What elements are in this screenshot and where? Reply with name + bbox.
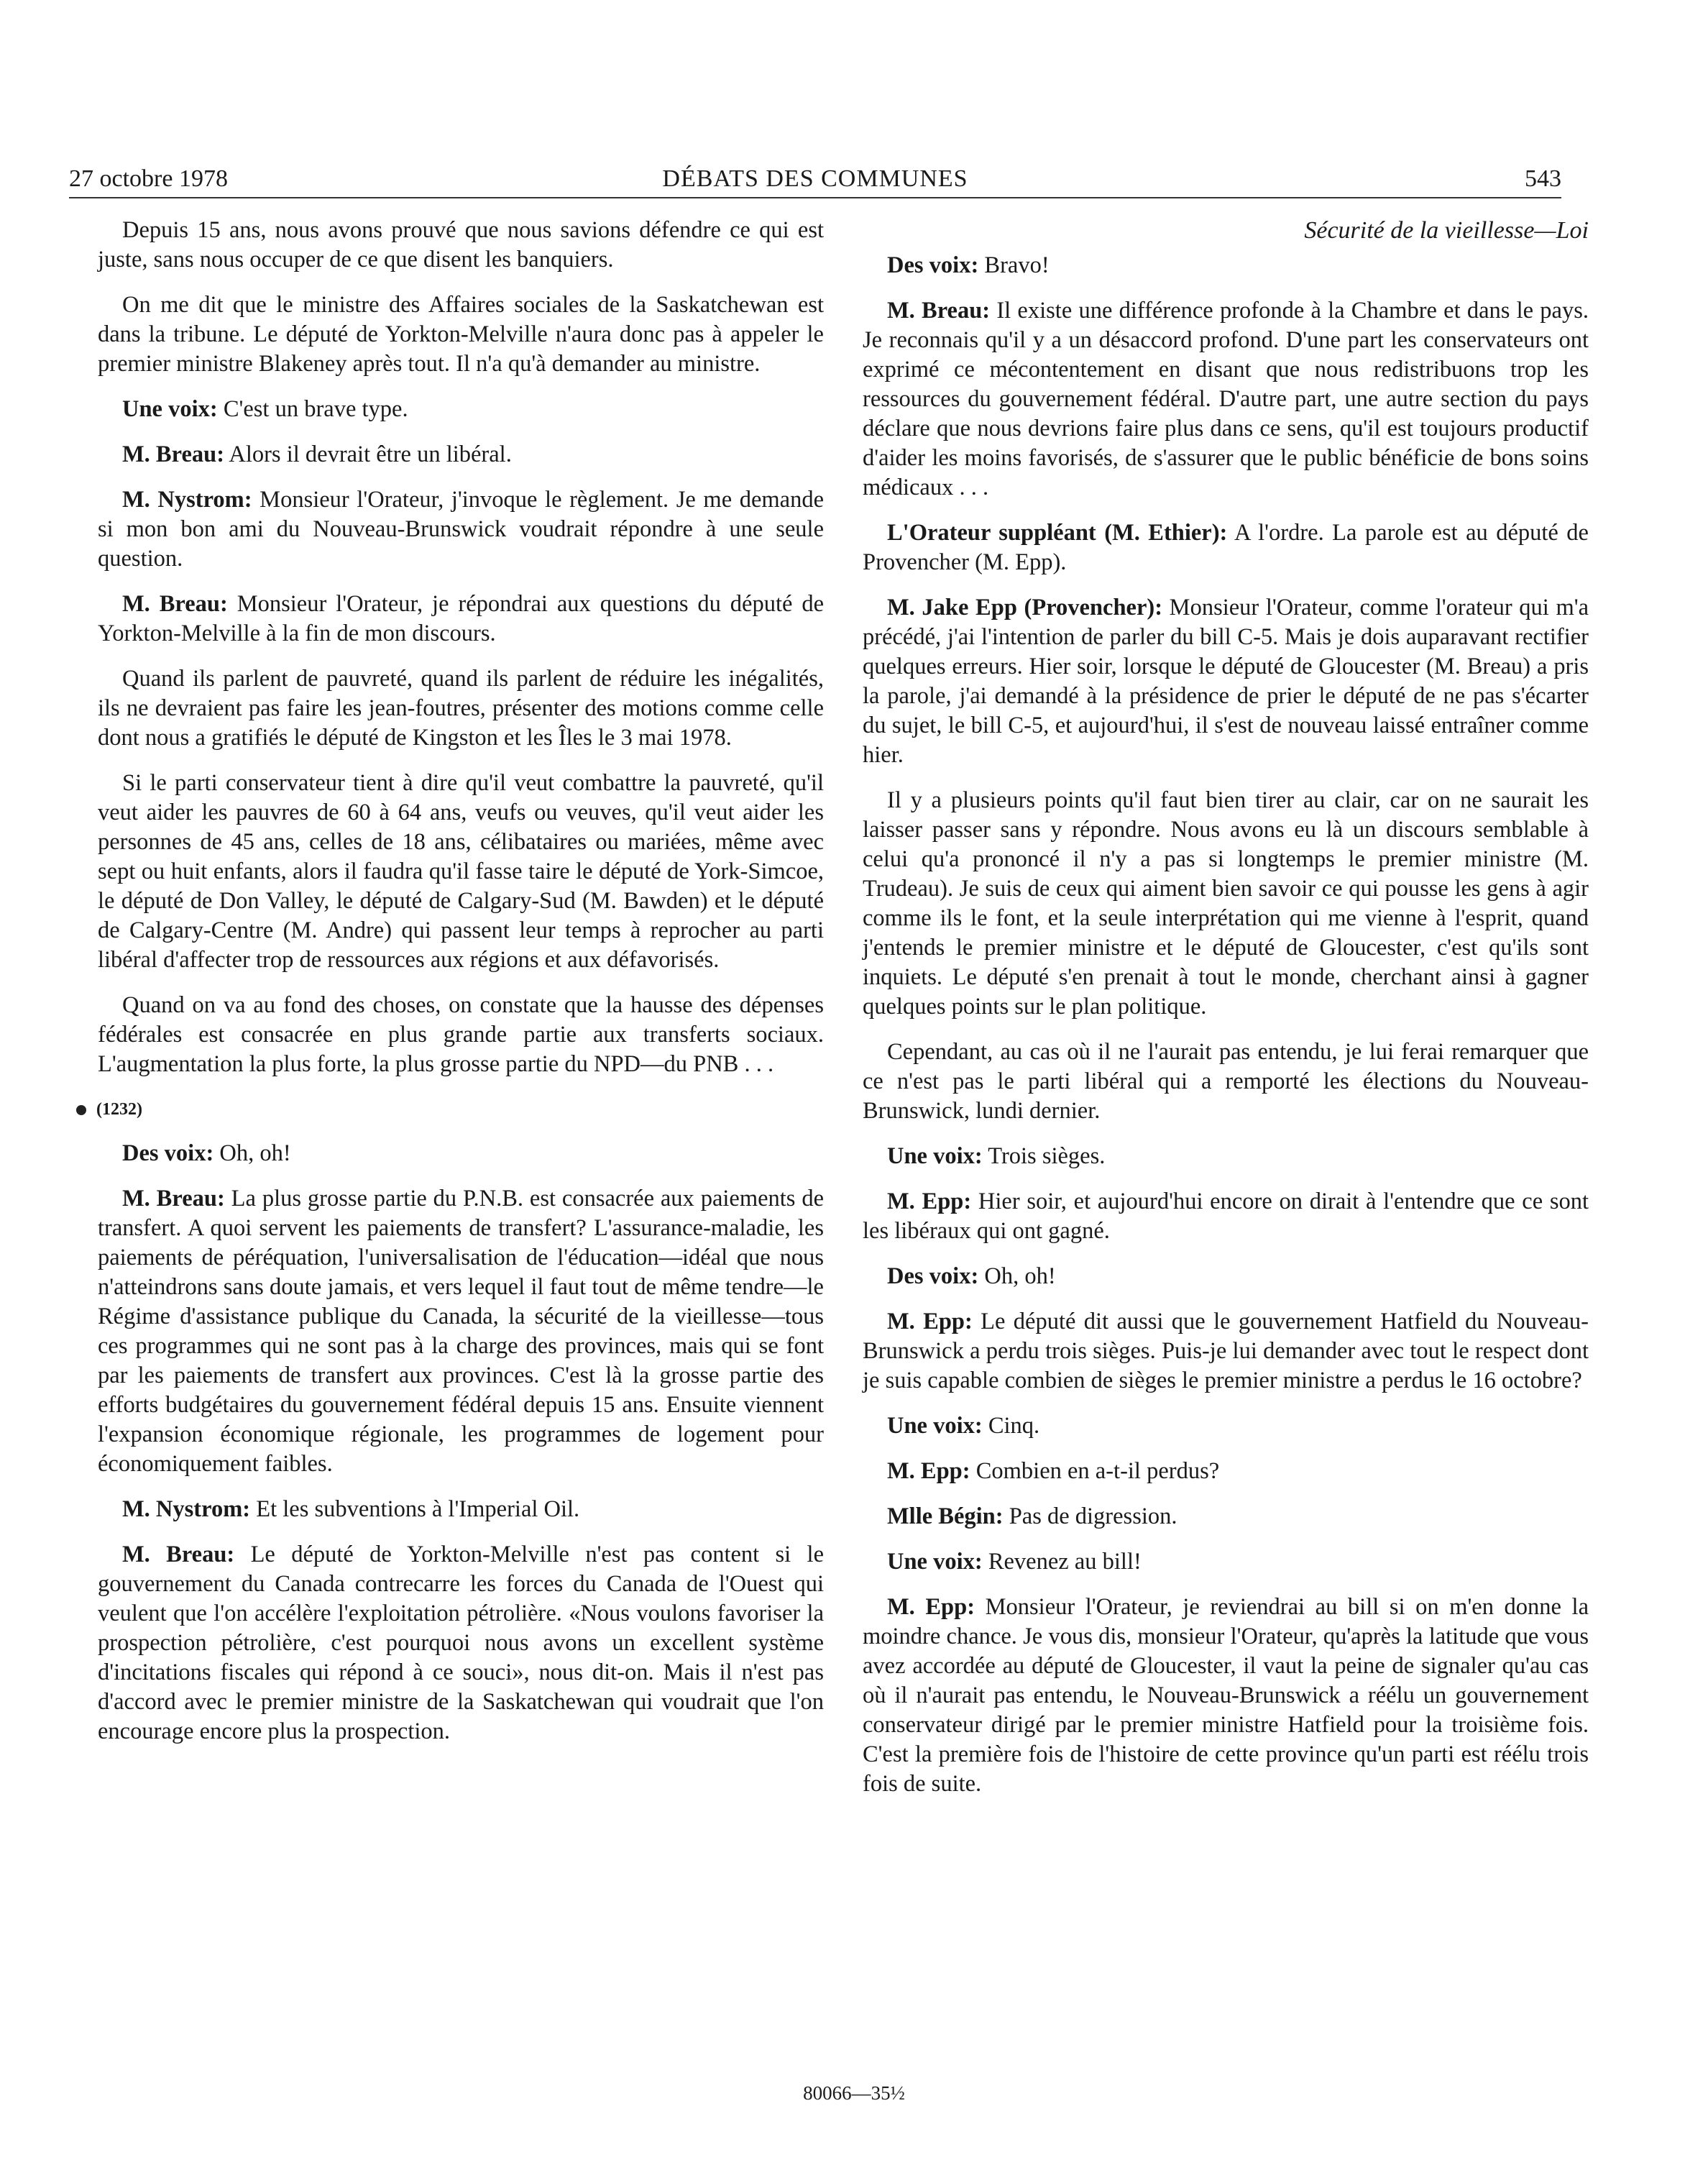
running-head: Sécurité de la vieillesse—Loi — [1304, 217, 1589, 244]
paragraph-text: Monsieur l'Orateur, comme l'orateur qui m'a précédé, j'ai l'intention de parler du bill C-5. Mais je dois auparavant rectifier quelques erreurs. Hier soir, lorsque le député de Gloucester (M. Breau) a pris la parole, j'ai demandé à la présidence de prier le député de ne pas s'écarter du sujet, le bill C-5, et aujourd'hui, il s'est de nouveau laissé entraîner comme hier. — [863, 595, 1589, 768]
timestamp: (1232) — [96, 1100, 142, 1119]
speaker-name: L'Orateur suppléant (M. Ethier): — [887, 520, 1228, 546]
paragraph — [863, 1262, 1589, 1291]
speaker-name: M. Epp: — [887, 1458, 970, 1484]
paragraph — [863, 1142, 1589, 1171]
speaker-name: M. Jake Epp (Provencher): — [887, 595, 1163, 620]
paragraph-text: Monsieur l'Orateur, j'invoque le règlement. Je me demande si mon bon ami du Nouveau-Brunswick voudrait répondre à une seule question. — [98, 487, 825, 572]
left-column — [98, 216, 824, 1762]
speaker-name: M. Breau: — [122, 441, 225, 467]
paragraph-text: La plus grosse partie du P.N.B. est consacrée aux paiements de transfert. A quoi servent les paiements de transfert? L'assurance-maladie, les paiements de péréquation, l'universalisation de l'éducation—idéal que nous n'atteindrons sans doute jamais, et vers lequel il faut tout de même tendre—le Régime d'assistance publique du Canada, la sécurité de la vieillesse—tous ces programmes qui ne sont pas à la charge des provinces, mais qui se font par les paiements de transfert aux provinces. C'est là la grosse partie des efforts budgétaires du gouvernement fédéral depuis 15 ans. Ensuite viennent l'expansion économique régionale, les programmes de logement pour économiquement faibles. — [98, 1186, 825, 1477]
paragraph — [863, 1307, 1589, 1396]
speaker-name: M. Nystrom: — [122, 487, 252, 513]
speaker-name: M. Epp: — [887, 1594, 975, 1620]
paragraph-text: C'est un brave type. — [223, 396, 408, 422]
header-title: DÉBATS DES COMMUNES — [662, 165, 968, 192]
paragraph-text: Quand on va au fond des choses, on constate que la hausse des dépenses fédérales est consacrée en plus grande partie aux transferts sociaux. L'augmentation la plus forte, la plus grosse partie du NPD—du PNB . . . — [98, 992, 824, 1077]
paragraph-text: Il existe une différence profonde à la Chambre et dans le pays. Je reconnais qu'il y a un désaccord profond. D'une part les conservateurs ont exprimé ce mécontentement en disant que nous redistribuons trop les ressources du gouvernement fédéral. D'autre part, une autre section du pays déclare que nous devrions faire plus dans ce sens, qu'il est toujours productif d'aider les moins favorisés, de s'assurer que le public bénéficie de bons soins médicaux . . . — [863, 298, 1589, 500]
timestamp-marker — [76, 1095, 824, 1125]
paragraph-text: Quand ils parlent de pauvreté, quand ils parlent de réduire les inégalités, ils ne devraient pas faire les jean-foutres, présenter des motions comme celle dont nous a gratifiés le député de Kingston et les Îles le 3 mai 1978. — [98, 666, 824, 751]
paragraph — [863, 1502, 1589, 1531]
paragraph — [863, 251, 1589, 280]
speaker-name: Une voix: — [887, 1413, 983, 1439]
paragraph — [98, 1184, 824, 1479]
paragraph-text: Et les subventions à l'Imperial Oil. — [256, 1496, 580, 1522]
paragraph — [863, 1187, 1589, 1246]
bullet-icon — [76, 1105, 86, 1115]
paragraph-text: Il y a plusieurs points qu'il faut bien tirer au clair, car on ne saurait les laisser passer sans y répondre. Nous avons eu là un discours semblable à celui qu'a prononcé il n'y a pas si longtemps le premier ministre (M. Trudeau). Je suis de ceux qui aiment bien savoir ce qui pousse les gens à agir comme ils le font, et la seule interprétation qui me vienne à l'esprit, quand j'entends le premier ministre et le député de Gloucester, c'est qu'ils sont inquiets. Le député s'en prenait à tout le monde, cherchant ainsi à gagner quelques points sur le plan politique. — [863, 787, 1589, 1020]
paragraph-text: Cinq. — [988, 1413, 1040, 1439]
paragraph-text: Depuis 15 ans, nous avons prouvé que nous savions défendre ce qui est juste, sans nous occuper de ce que disent les banquiers. — [98, 217, 824, 272]
paragraph-text: Le député dit aussi que le gouvernement Hatfield du Nouveau-Brunswick a perdu trois sièges. Puis-je lui demander avec tout le respect dont je suis capable combien de sièges le premier ministre a perdus le 16 octobre? — [863, 1309, 1589, 1393]
paragraph-text: Oh, oh! — [219, 1140, 291, 1166]
paragraph-text: Revenez au bill! — [988, 1549, 1142, 1575]
paragraph-text: Cependant, au cas où il ne l'aurait pas entendu, je lui ferai remarquer que ce n'est pas le parti libéral qui a remporté les élections du Nouveau-Brunswick, lundi dernier. — [863, 1039, 1589, 1124]
paragraph — [98, 664, 824, 753]
paragraph-text: Pas de digression. — [1009, 1503, 1177, 1529]
paragraph — [863, 1457, 1589, 1486]
speaker-name: Une voix: — [887, 1143, 983, 1169]
paragraph — [98, 590, 824, 649]
paragraph-text: Monsieur l'Orateur, je répondrai aux questions du député de Yorkton-Melville à la fin de mon discours. — [98, 591, 824, 646]
paragraph-text: Si le parti conservateur tient à dire qu'il veut combattre la pauvreté, qu'il veut aider les pauvres de 60 à 64 ans, veufs ou veuves, qu'il veut aider les personnes de 45 ans, celles de 18 ans, célibataires ou mariées, même avec sept ou huit enfants, alors il faudra qu'il fasse taire le député de York-Simcoe, le député de Don Valley, le député de Calgary-Sud (M. Bawden) et le député de Calgary-Centre (M. Andre) qui passent leur temps à reprocher au parti libéral d'affecter trop de ressources aux régions et aux défavorisés. — [98, 770, 824, 973]
paragraph — [98, 1540, 824, 1746]
paragraph — [98, 395, 824, 424]
paragraph — [98, 991, 824, 1079]
speaker-name: M. Epp: — [887, 1309, 973, 1334]
speaker-name: M. Breau: — [122, 1186, 225, 1212]
paragraph-text: Hier soir, et aujourd'hui encore on dirait à l'entendre que ce sont les libéraux qui ont gagné. — [863, 1189, 1589, 1244]
speaker-name: M. Breau: — [887, 298, 991, 324]
speaker-name: Une voix: — [122, 396, 218, 422]
paragraph — [863, 1038, 1589, 1126]
paragraph — [863, 296, 1589, 503]
paragraph-text: Combien en a-t-il perdus? — [975, 1458, 1220, 1484]
paragraph-text: Trois sièges. — [988, 1143, 1106, 1169]
footer-code: 80066—35½ — [803, 2082, 905, 2104]
paragraph — [863, 593, 1589, 770]
right-column — [863, 216, 1589, 1815]
paragraph — [863, 1593, 1589, 1799]
header-date: 27 octobre 1978 — [69, 165, 228, 192]
paragraph — [98, 216, 824, 275]
speaker-name: M. Breau: — [122, 591, 228, 617]
speaker-name: Des voix: — [887, 1263, 979, 1289]
paragraph — [863, 1411, 1589, 1441]
speaker-name: M. Breau: — [122, 1542, 235, 1567]
paragraph-text: Monsieur l'Orateur, je reviendrai au bill si on m'en donne la moindre chance. Je vous dis, monsieur l'Orateur, qu'après la latitude que vous avez accordée au député de Gloucester, il vaut la peine de signaler qu'au cas où il n'aurait pas entendu, le Nouveau-Brunswick a réélu un gouvernement conservateur dirigé par le premier ministre Hatfield pour la troisième fois. C'est la première fois de l'histoire de cette province qu'un parti est réélu trois fois de suite. — [863, 1594, 1589, 1797]
paragraph — [863, 786, 1589, 1022]
speaker-name: Une voix: — [887, 1549, 983, 1575]
speaker-name: M. Nystrom: — [122, 1496, 251, 1522]
paragraph-text: Oh, oh! — [984, 1263, 1056, 1289]
paragraph — [98, 440, 824, 470]
speaker-name: Des voix: — [887, 252, 979, 278]
paragraph — [863, 518, 1589, 577]
speaker-name: Mlle Bégin: — [887, 1503, 1004, 1529]
paragraph-text: Bravo! — [984, 252, 1050, 278]
paragraph — [98, 485, 824, 574]
paragraph-text: Le député de Yorkton-Melville n'est pas content si le gouvernement du Canada contrecarre les forces du Canada de l'Ouest qui veulent que l'on accélère l'exploitation pétrolière. «Nous voulons favoriser la prospection pétrolière, c'est pourquoi nous avons un excellent système d'incitations fiscales qui répond à ce souci», nous dit-on. Mais il n'est pas d'accord avec le premier ministre de la Saskatchewan qui voudrait que l'on encourage encore plus la prospection. — [98, 1542, 824, 1744]
paragraph — [98, 769, 824, 975]
speaker-name: Des voix: — [122, 1140, 214, 1166]
paragraph — [863, 1547, 1589, 1577]
paragraph — [98, 1139, 824, 1168]
speaker-name: M. Epp: — [887, 1189, 972, 1214]
paragraph — [98, 1495, 824, 1524]
paragraph-text: Alors il devrait être un libéral. — [229, 441, 512, 467]
page-number: 543 — [1525, 165, 1561, 192]
paragraph-text: A l'ordre. La parole est au député de Provencher (M. Epp). — [863, 520, 1589, 575]
page-header — [69, 160, 1561, 198]
paragraph-text: On me dit que le ministre des Affaires sociales de la Saskatchewan est dans la tribune. Le député de Yorkton-Melville n'aura donc pas à appeler le premier ministre Blakeney après tout. Il n'a qu'à demander au ministre. — [98, 292, 824, 377]
paragraph — [98, 290, 824, 379]
